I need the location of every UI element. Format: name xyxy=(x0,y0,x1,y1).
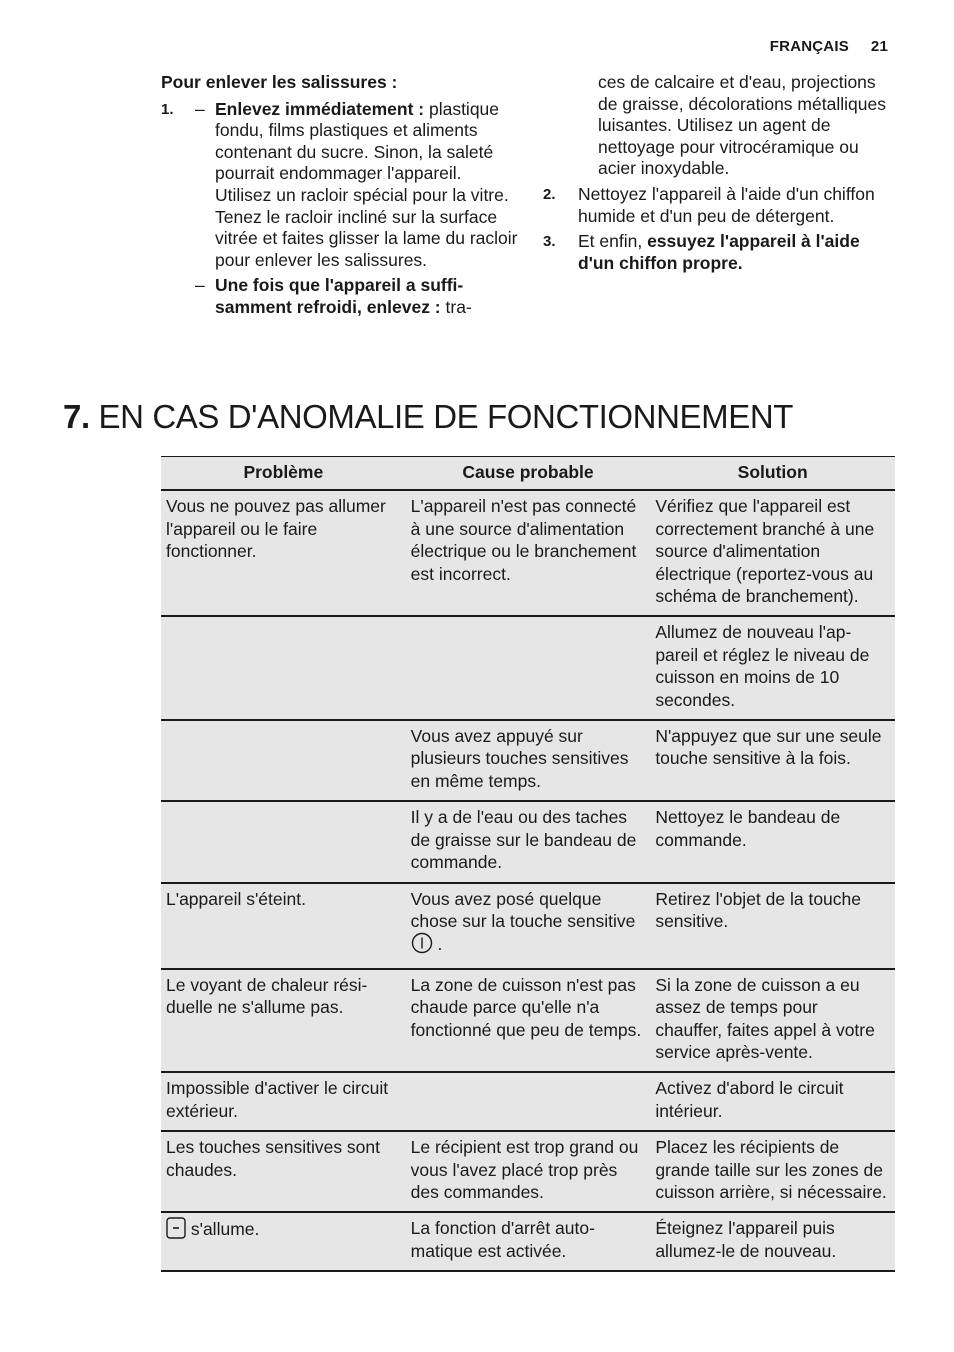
cause-cell xyxy=(406,1072,651,1131)
troubleshooting-table xyxy=(161,456,895,1272)
table-row xyxy=(161,1131,895,1212)
problem-cell: Le voyant de chaleur résiduelle ne s'allume pas. xyxy=(161,969,406,1073)
table-row xyxy=(161,1212,895,1271)
table-row xyxy=(161,1072,895,1131)
display-dash-icon xyxy=(166,1217,186,1244)
sub-2-text: tra- xyxy=(440,296,472,317)
problem-cell: L'appareil s'éteint. xyxy=(161,883,406,969)
solution-cell: Placez les récipients de grande taille sur les zones de cuisson arrière, si nécessaire. xyxy=(650,1131,895,1212)
table-row xyxy=(161,616,895,720)
cleaning-left-column xyxy=(161,72,519,323)
cause-cell xyxy=(406,883,651,969)
table-header-row xyxy=(161,457,895,491)
cleaning-step-2 xyxy=(543,184,895,227)
table-row xyxy=(161,720,895,801)
step-1-sub-2 xyxy=(195,275,519,318)
sub-1-text: plastique fondu, films plastiques et aliments contenant du sucre. Sinon, la saleté pourrait endommager l'appareil. Utilisez un racloir spécial pour la vitre. Tenez le racloir incliné sur la surface vitrée et faites glisser la lame du racloir pour enlever les salissures. xyxy=(215,98,518,270)
table-row xyxy=(161,490,895,616)
solution-cell: Nettoyez le bandeau de commande. xyxy=(650,801,895,882)
header-language: FRANÇAIS xyxy=(769,38,849,55)
problem-text: s'allume. xyxy=(186,1219,260,1240)
step-3-number: 3. xyxy=(543,233,556,251)
column-header-cause: Cause probable xyxy=(406,457,651,491)
sub-1-bold: Enlevez immédiatement : xyxy=(215,98,425,119)
step-3-bold: essuyez l'appareil à l'aide d'un chiffon propre. xyxy=(578,231,860,273)
page-header xyxy=(770,38,888,55)
cleaning-right-column xyxy=(543,72,895,278)
section-number: 7. xyxy=(63,398,90,435)
solution-cell: Vérifiez que l'appareil est correctement branché à une source d'alimentation électrique (reportez-vous au schéma de branchement). xyxy=(650,490,895,616)
problem-cell xyxy=(161,801,406,882)
solution-cell: Éteignez l'appareil puis allumez-le de nouveau. xyxy=(650,1212,895,1271)
problem-cell xyxy=(161,1212,406,1271)
page-number: 21 xyxy=(870,38,888,55)
problem-cell xyxy=(161,720,406,801)
section-title xyxy=(63,398,793,436)
solution-cell: Allumez de nouveau l'appareil et réglez le niveau de cuisson en moins de 10 secondes. xyxy=(650,616,895,720)
solution-cell: Si la zone de cuisson a eu assez de temps pour chauffer, faites appel à votre service après-vente. xyxy=(650,969,895,1073)
section-title-text: EN CAS D'ANOMALIE DE FONCTIONNEMENT xyxy=(98,398,794,435)
step-3-text: Et enfin, xyxy=(578,231,648,252)
step-1-sub-1 xyxy=(195,98,519,272)
sub-2-bold: Une fois que l'appareil a suffisamment refroidi, enlevez : xyxy=(215,275,464,317)
dash-bullet: – xyxy=(195,98,205,119)
cause-cell: Vous avez appuyé sur plusieurs touches sensitives en même temps. xyxy=(406,720,651,801)
step-2-text: Nettoyez l'appareil à l'aide d'un chiffon humide et d'un peu de détergent. xyxy=(578,183,875,226)
solution-cell: Retirez l'objet de la touche sensitive. xyxy=(650,883,895,969)
sub-2-continuation: ces de calcaire et d'eau, projections de graisse, décolorations métalliques luisantes. Utilisez un agent de nettoyage pour vitrocéramique ou acier inoxydable. xyxy=(598,72,886,179)
table-row xyxy=(161,801,895,882)
cleaning-step-3 xyxy=(543,231,895,274)
cause-text: Vous avez posé quelque chose sur la touche sensitive xyxy=(410,888,636,931)
problem-cell: Impossible d'activer le circuit extérieur. xyxy=(161,1072,406,1131)
cause-cell xyxy=(406,616,651,720)
cause-cell: L'appareil n'est pas connecté à une source d'alimentation électrique ou le branchement est incorrect. xyxy=(406,490,651,616)
cause-cell: Il y a de l'eau ou des taches de graisse sur le bandeau de commande. xyxy=(406,801,651,882)
problem-cell: Vous ne pouvez pas allumer l'appareil ou le faire fonctionner. xyxy=(161,490,406,616)
solution-cell: N'appuyez que sur une seule touche sensitive à la fois. xyxy=(650,720,895,801)
column-header-solution: Solution xyxy=(650,457,895,491)
cause-cell: La zone de cuisson n'est pas chaude parce qu'elle n'a fonctionné que peu de temps. xyxy=(406,969,651,1073)
cleaning-step-1 xyxy=(161,99,519,319)
table-row xyxy=(161,883,895,969)
cleaning-intro: Pour enlever les salissures : xyxy=(161,72,398,92)
step-2-number: 2. xyxy=(543,185,556,203)
cause-cell: Le récipient est trop grand ou vous l'avez placé trop près des commandes. xyxy=(406,1131,651,1212)
step-1-number: 1. xyxy=(161,100,174,118)
cause-cell: La fonction d'arrêt automatique est activée. xyxy=(406,1212,651,1271)
cause-suffix: . xyxy=(432,934,443,955)
column-header-problem: Problème xyxy=(161,457,406,491)
solution-cell: Activez d'abord le circuit intérieur. xyxy=(650,1072,895,1131)
problem-cell xyxy=(161,616,406,720)
problem-cell: Les touches sensitives sont chaudes. xyxy=(161,1131,406,1212)
power-icon xyxy=(411,932,433,959)
table-row xyxy=(161,969,895,1073)
dash-bullet: – xyxy=(195,275,205,296)
